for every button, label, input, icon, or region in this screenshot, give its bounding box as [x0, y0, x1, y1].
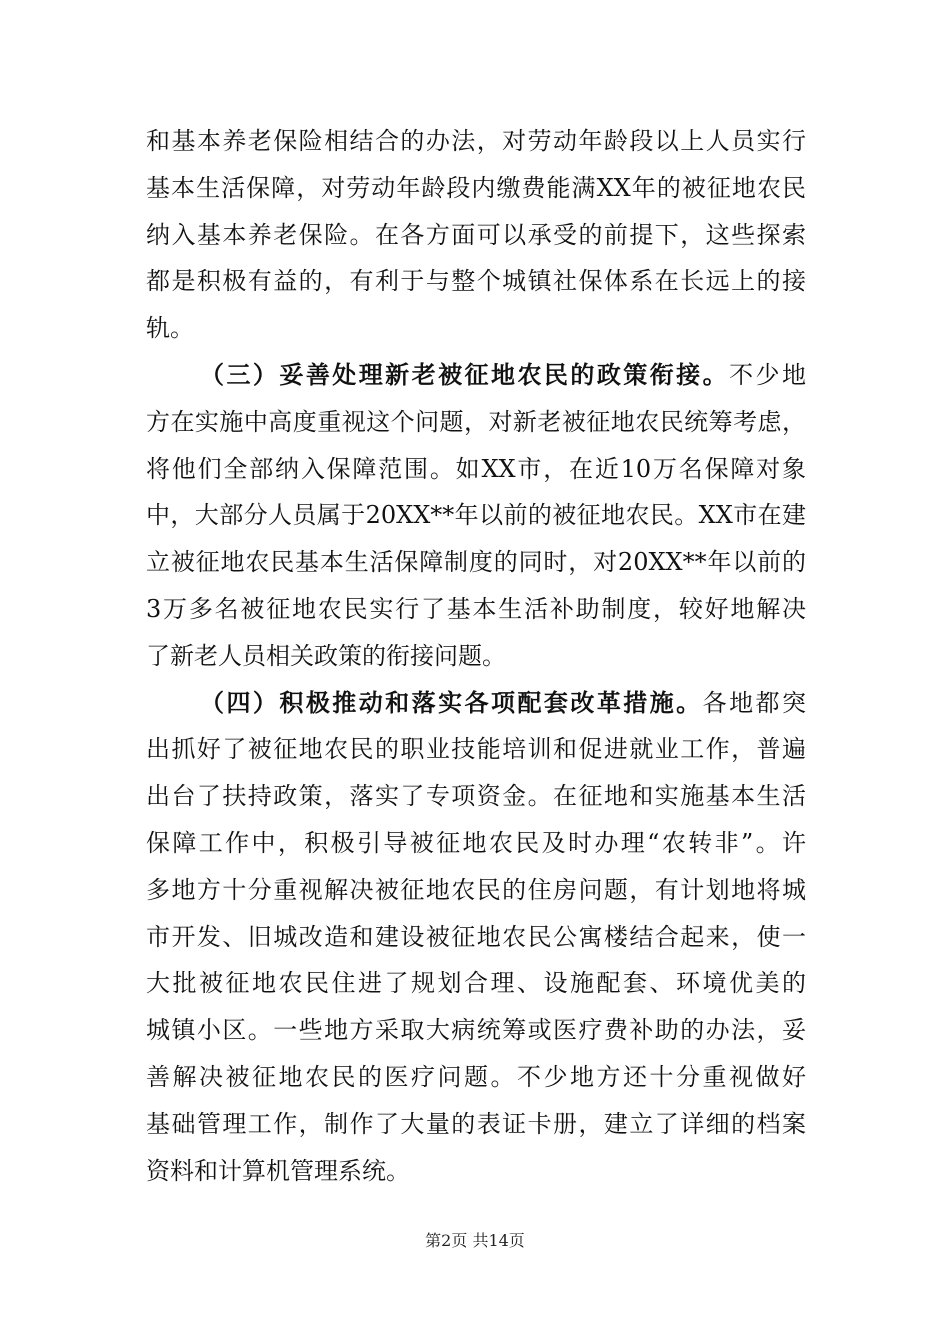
text-line: 市开发、旧城改造和建设被征地农民公寓楼结合起来，使一: [146, 922, 806, 951]
text-line: 出抓好了被征地农民的职业技能培训和促进就业工作，普遍: [146, 735, 806, 764]
text-line: 立被征地农民基本生活保障制度的同时，对20XX**年以前的: [146, 548, 806, 577]
heading-line-text: 不少地: [729, 360, 806, 389]
text-line: 多地方十分重视解决被征地农民的住房问题，有计划地将城: [146, 875, 806, 904]
text-line: 保障工作中，积极引导被征地农民及时办理“农转非”。许: [146, 828, 806, 857]
text-line: 大批被征地农民住进了规划合理、设施配套、环境优美的: [146, 969, 806, 998]
page-footer: 第2页 共14页: [425, 1231, 525, 1250]
text-line: 城镇小区。一些地方采取大病统筹或医疗费补助的办法，妥: [146, 1016, 806, 1045]
text-line: 基本生活保障，对劳动年龄段内缴费能满XX年的被征地农民: [146, 173, 806, 202]
paragraph-3: [146, 680, 806, 1195]
text-line: 纳入基本养老保险。在各方面可以承受的前提下，这些探索: [146, 220, 806, 249]
paragraph-1: [146, 118, 806, 352]
text-line: 将他们全部纳入保障范围。如XX市，在近10万名保障对象: [146, 454, 806, 483]
paragraph-2: [146, 352, 806, 680]
text-line: 了新老人员相关政策的衔接问题。: [146, 641, 506, 670]
body-text: [146, 118, 806, 1194]
section-heading-3: （三）妥善处理新老被征地农民的政策衔接。: [200, 360, 730, 389]
text-line: 基础管理工作，制作了大量的表证卡册，建立了详细的档案: [146, 1109, 806, 1138]
text-line: 和基本养老保险相结合的办法，对劳动年龄段以上人员实行: [146, 127, 806, 155]
text-line: 出台了扶持政策，落实了专项资金。在征地和实施基本生活: [146, 782, 806, 811]
section-heading-4: （四）积极推动和落实各项配套改革措施。: [200, 688, 703, 717]
text-line: 善解决被征地农民的医疗问题。不少地方还十分重视做好: [146, 1062, 806, 1091]
text-line: 轨。: [146, 314, 194, 343]
text-line: 中，大部分人员属于20XX**年以前的被征地农民。XX市在建: [146, 501, 806, 530]
heading-line-text: 各地都突: [702, 688, 806, 717]
heading-line: [146, 352, 806, 399]
heading-line: [146, 680, 806, 727]
text-line: 3万多名被征地农民实行了基本生活补助制度，较好地解决: [146, 594, 806, 623]
text-line: 资料和计算机管理系统。: [146, 1156, 410, 1185]
text-line: 方在实施中高度重视这个问题，对新老被征地农民统筹考虑，: [146, 407, 806, 436]
text-line: 都是积极有益的，有利于与整个城镇社保体系在长远上的接: [146, 267, 806, 296]
